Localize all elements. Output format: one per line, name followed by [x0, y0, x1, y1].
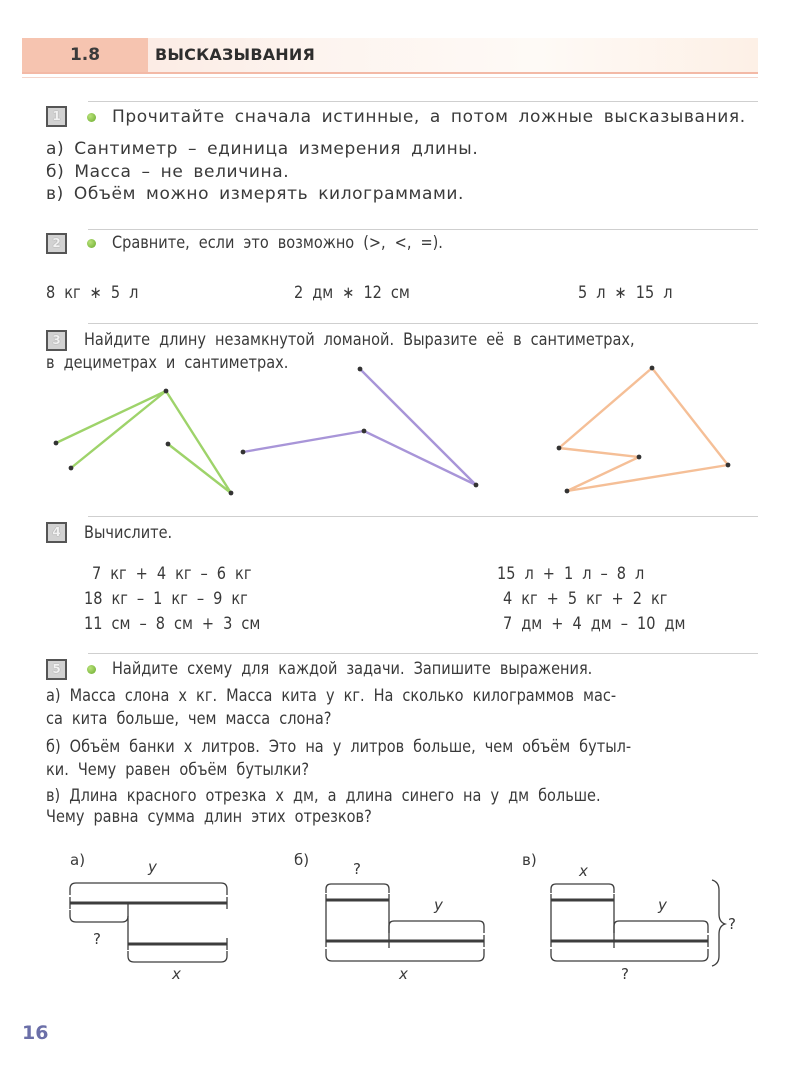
task-4-expression-left: 7 кг + 4 кг – 6 кг — [92, 564, 252, 583]
diagram-b-bottom-label: x — [399, 965, 408, 983]
task-4-expression-left: 11 см – 8 см + 3 см — [84, 614, 261, 633]
vertex-dot — [362, 429, 367, 434]
vertex-dot — [229, 491, 234, 496]
task-number-badge: 2 — [46, 233, 67, 254]
task-5-problem-c-line2: Чему равна сумма длин этих отрезков? — [46, 807, 372, 826]
polyline-purple-path — [243, 369, 476, 485]
polyline-vertices — [54, 366, 731, 496]
diagram-a-left-label: ? — [93, 930, 101, 948]
task-number-badge: 4 — [46, 522, 67, 543]
polyline-orange — [559, 368, 728, 491]
task-4-expression-right: 15 л + 1 л – 8 л — [497, 564, 645, 583]
task-4-expression-right: 4 кг + 5 кг + 2 кг — [503, 589, 668, 608]
task-3-prompt-line1: Найдите длину незамкнутой ломаной. Выразите её в сантиметрах, — [84, 330, 635, 349]
brace-left-below — [70, 910, 128, 922]
task-2-expression: 8 кг ∗ 5 л — [46, 283, 139, 302]
green-dot-icon — [87, 665, 96, 674]
diagram-b-label: б) — [294, 851, 310, 869]
section-title: ВЫСКАЗЫВАНИЯ — [155, 45, 316, 64]
vertex-dot — [164, 389, 169, 394]
task-4-expression-right: 7 дм + 4 дм – 10 дм — [503, 614, 686, 633]
task-number-badge: 1 — [46, 106, 67, 127]
task-3-prompt-line2: в дециметрах и сантиметрах. — [46, 353, 289, 372]
polyline-green-path-2 — [166, 391, 231, 493]
diagram-c-side-label: ? — [728, 915, 736, 933]
page-number: 16 — [22, 1022, 49, 1044]
task-separator — [88, 516, 758, 517]
vertex-dot — [241, 450, 246, 455]
task-4-expression-left: 18 кг – 1 кг – 9 кг — [84, 589, 248, 608]
diagram-c-bottom-label: ? — [621, 965, 629, 983]
vertex-dot — [637, 455, 642, 460]
brace-top — [326, 884, 389, 893]
diagram-b-right-label: y — [434, 896, 443, 914]
polyline-green — [56, 391, 231, 493]
task-2-expression: 2 дм ∗ 12 см — [294, 283, 410, 302]
diagram-a-bottom-label: x — [172, 965, 181, 983]
task-5-prompt: Найдите схему для каждой задачи. Запишите выражения. — [112, 659, 593, 678]
diagram-c-label: в) — [522, 851, 537, 869]
diagram-c-top-label: x — [579, 862, 588, 880]
polyline-purple — [243, 369, 476, 485]
brace-right-above — [389, 921, 484, 933]
diagram-a — [70, 883, 227, 962]
brace-right-above — [614, 921, 708, 933]
task-number-badge: 5 — [46, 659, 67, 680]
brace-top — [551, 884, 614, 893]
task-2-expression: 5 л ∗ 15 л — [578, 283, 673, 302]
task-1-item-c: в) Объём можно измерять килограммами. — [46, 184, 465, 204]
brace-side — [712, 880, 725, 966]
vertex-dot — [726, 463, 731, 468]
task-5-problem-b-line2: ки. Чему равен объём бутылки? — [46, 760, 310, 779]
task-number-badge: 3 — [46, 330, 67, 351]
vertex-dot — [358, 367, 363, 372]
task-1-item-b: б) Масса – не величина. — [46, 162, 290, 182]
brace-bottom — [128, 951, 227, 962]
task-2-prompt: Сравните, если это возможно (>, <, =). — [112, 233, 443, 252]
task-1-prompt: Прочитайте сначала истинные, а потом ложные высказывания. — [112, 107, 746, 127]
polyline-green-path-1 — [56, 391, 166, 468]
brace-bottom — [326, 949, 484, 961]
task-4-prompt: Вычислите. — [84, 523, 173, 542]
vertex-dot — [565, 489, 570, 494]
brace-top — [70, 883, 227, 895]
diagram-b — [326, 884, 484, 961]
diagram-c — [551, 880, 725, 966]
brace-bottom — [551, 949, 708, 961]
diagram-a-top-label: y — [148, 858, 157, 876]
section-number: 1.8 — [69, 45, 101, 65]
diagram-a-label: а) — [70, 851, 86, 869]
vertex-dot — [166, 442, 171, 447]
diagram-b-top-label: ? — [353, 860, 361, 878]
vertex-dot — [69, 466, 74, 471]
task-5-problem-a-line1: а) Масса слона x кг. Масса кита y кг. На сколько килограммов мас- — [46, 686, 617, 705]
vertex-dot — [474, 483, 479, 488]
task-5-problem-b-line1: б) Объём банки x литров. Это на y литров больше, чем объём бутыл- — [46, 737, 632, 756]
diagram-c-right-label: y — [658, 896, 667, 914]
polyline-orange-path — [559, 368, 728, 491]
task-1-item-a: а) Сантиметр – единица измерения длины. — [46, 139, 479, 159]
vertex-dot — [54, 441, 59, 446]
task-separator — [88, 653, 758, 654]
vertex-dot — [650, 366, 655, 371]
vertex-dot — [557, 446, 562, 451]
task-5-problem-c-line1: в) Длина красного отрезка x дм, а длина синего на y дм больше. — [46, 786, 601, 805]
task-5-problem-a-line2: са кита больше, чем масса слона? — [46, 709, 332, 728]
